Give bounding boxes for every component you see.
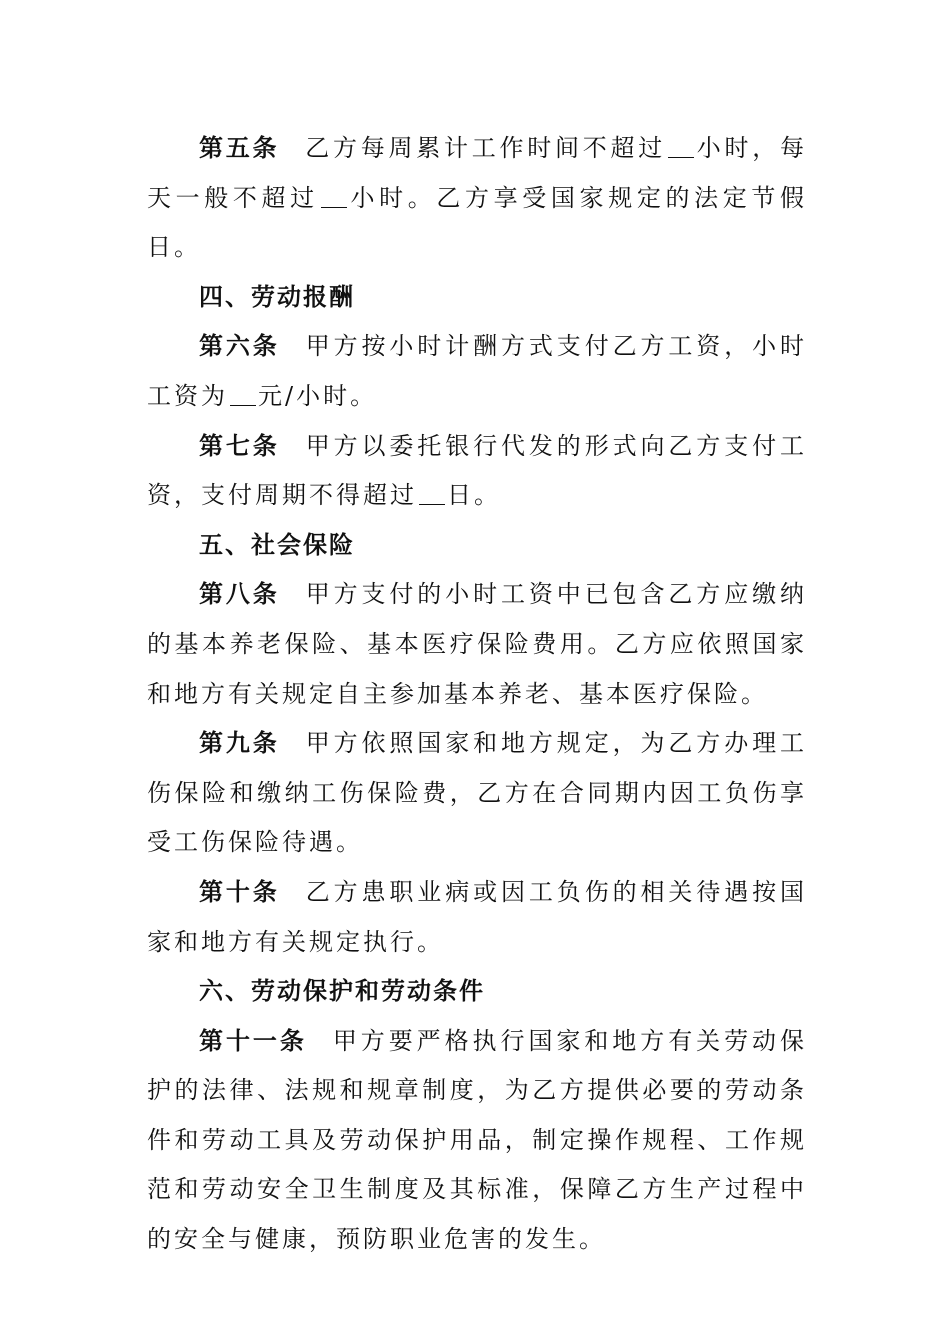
article-label: 第十一条 [199,1026,307,1055]
article-text: 甲方要严格执行国家和地方有关劳动保护的法律、法规和规章制度，为乙方提供必要的劳动条件和劳动工具及劳动保护用品，制定操作规程、工作规范和劳动安全卫生制度及其标准，保障乙方生产过程中的安全与健康，预防职业危害的发生。 [147,1026,808,1254]
article-label: 第六条 [199,332,280,361]
article-label: 第十条 [199,877,280,906]
article-text: 甲方以委托银行代发的形式向乙方支付工资，支付周期不得超过 [147,431,808,510]
article-paragraph [147,570,807,719]
article-paragraph [147,1017,807,1265]
article-text: 甲方依照国家和地方规定，为乙方办理工伤保险和缴纳工伤保险费，乙方在合同期内因工负伤享受工伤保险待遇。 [147,729,808,857]
article-text: 乙方患职业病或因工负伤的相关待遇按国家和地方有关规定执行。 [147,877,808,956]
article-text: 日。 [447,481,501,510]
contract-body [147,124,807,1265]
article-paragraph [147,322,807,421]
article-label: 第七条 [199,431,280,460]
article-paragraph [147,868,807,967]
fill-in-blank [668,137,694,158]
article-text: 乙方每周累计工作时间不超过 [305,134,666,162]
fill-in-blank [419,484,445,505]
article-text: 元/小时。 [258,381,378,410]
article-label: 第八条 [199,580,280,609]
article-paragraph [147,422,807,521]
article-text: 小时。乙方享受国家规定的法定节假日。 [147,183,808,262]
article-text: 甲方按小时计酬方式支付乙方工资，小时工资为 [147,332,808,410]
article-paragraph [147,719,807,868]
section-heading: 四、劳动报酬 [199,282,355,311]
article-label: 第九条 [199,729,280,758]
fill-in-blank [321,187,347,208]
article-text: 小时，每天一般不超过 [147,134,807,212]
article-text: 甲方支付的小时工资中已包含乙方应缴纳的基本养老保险、基本医疗保险费用。乙方应依照国家和地方有关规定自主参加基本养老、基本医疗保险。 [147,580,808,708]
fill-in-blank [230,385,256,406]
article-label: 第五条 [199,134,280,162]
section-heading: 六、劳动保护和劳动条件 [199,977,485,1006]
section-heading: 五、社会保险 [199,530,355,559]
article-paragraph [147,124,807,273]
